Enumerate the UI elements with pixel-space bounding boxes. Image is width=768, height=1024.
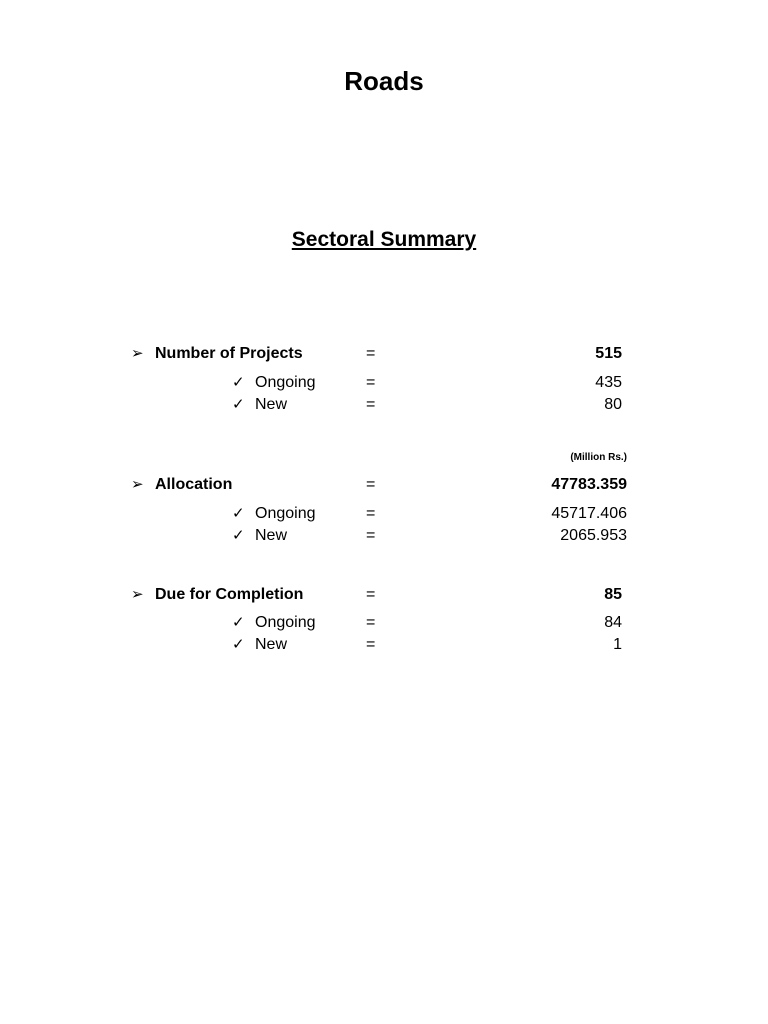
equals-sign: = [366, 374, 376, 391]
row-label: Number of Projects [155, 345, 303, 362]
summary-row-allocation [0, 474, 768, 496]
checkmark-icon: ✓ [232, 614, 245, 631]
arrow-bullet-icon: ➢ [131, 476, 144, 493]
sub-row-completion-new [0, 634, 768, 656]
row-label: Due for Completion [155, 586, 304, 603]
sub-row-label: Ongoing [255, 505, 316, 522]
checkmark-icon: ✓ [232, 396, 245, 413]
page-title: Roads [344, 66, 424, 96]
arrow-bullet-icon: ➢ [131, 345, 144, 362]
sub-row-label: New [255, 396, 288, 413]
sub-row-label: New [255, 636, 288, 653]
sub-row-value: 1 [613, 636, 622, 653]
sub-row-completion-ongoing [0, 612, 768, 634]
checkmark-icon: ✓ [232, 527, 245, 544]
equals-sign: = [366, 505, 376, 522]
checkmark-icon: ✓ [232, 374, 245, 391]
sub-row-value: 80 [604, 396, 622, 413]
equals-sign: = [366, 586, 376, 603]
section-heading: Sectoral Summary [291, 228, 477, 251]
summary-row-projects [0, 343, 768, 365]
row-total: 515 [595, 345, 622, 362]
sub-row-value: 45717.406 [551, 505, 627, 522]
checkmark-icon: ✓ [232, 505, 245, 522]
equals-sign: = [366, 527, 376, 544]
sub-row-label: Ongoing [255, 614, 316, 631]
equals-sign: = [366, 396, 376, 413]
sub-row-value: 84 [604, 614, 622, 631]
sub-row-projects-ongoing [0, 372, 768, 394]
sub-row-value: 2065.953 [560, 527, 627, 544]
summary-row-completion [0, 584, 768, 606]
sub-row-allocation-new [0, 525, 768, 547]
sub-row-label: New [255, 527, 288, 544]
equals-sign: = [366, 614, 376, 631]
sub-row-allocation-ongoing [0, 503, 768, 525]
checkmark-icon: ✓ [232, 636, 245, 653]
row-total: 47783.359 [551, 476, 627, 493]
sub-row-value: 435 [595, 374, 622, 391]
unit-note: (Million Rs.) [570, 452, 627, 463]
arrow-bullet-icon: ➢ [131, 586, 144, 603]
sub-row-label: Ongoing [255, 374, 316, 391]
equals-sign: = [366, 345, 376, 362]
equals-sign: = [366, 476, 376, 493]
row-label: Allocation [155, 476, 233, 493]
row-total: 85 [604, 586, 622, 603]
equals-sign: = [366, 636, 376, 653]
sub-row-projects-new [0, 394, 768, 416]
